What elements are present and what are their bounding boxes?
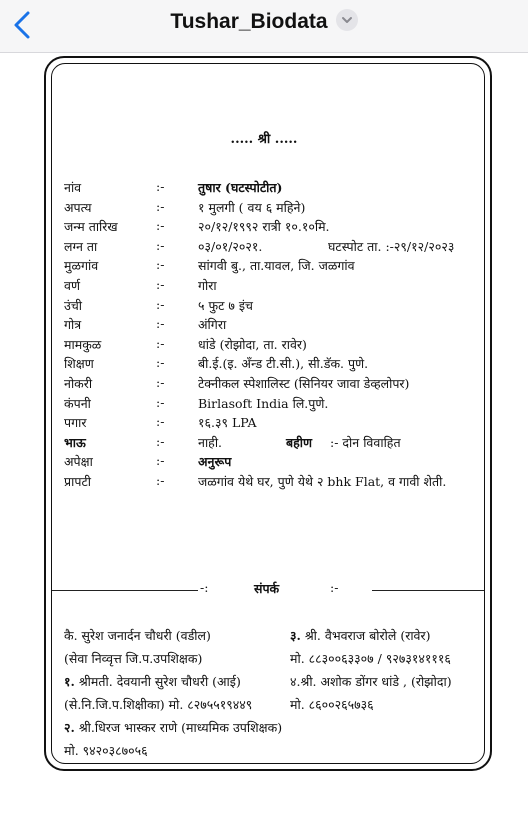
detail-label: नोकरी — [64, 376, 93, 391]
detail-separator: :- — [156, 296, 165, 312]
detail-separator: :- — [156, 433, 165, 449]
detail-label: वर्ण — [64, 278, 80, 293]
chevron-down-icon[interactable] — [336, 9, 358, 31]
detail-value-secondary: घटस्पोट ता. :-२९/१२/२०२३ — [328, 238, 455, 254]
detail-value: १६.३९ LPA — [198, 415, 257, 431]
detail-separator: :- — [156, 473, 165, 488]
detail-value: गोरा — [198, 278, 217, 293]
detail-label: जन्म तारिख — [64, 219, 118, 235]
detail-separator: :- — [156, 179, 165, 194]
contact-line — [64, 627, 211, 644]
detail-value: नाही. — [198, 434, 223, 450]
contact-line — [290, 650, 451, 667]
contact-line — [64, 719, 282, 736]
detail-value: ०३/०१/२०२१. — [198, 238, 263, 254]
detail-label: प्रापटी — [64, 474, 91, 489]
detail-label: मामकुळ — [64, 336, 102, 352]
contact-number: १. — [64, 674, 75, 689]
contact-text: कै. सुरेश जनार्दन चौधरी (वडील) — [64, 628, 211, 643]
contact-text: ४.श्री. अशोक डोंगर धांडे , (रोझोदा) — [290, 674, 452, 689]
contact-line — [290, 627, 431, 644]
detail-separator: :- — [156, 375, 165, 390]
detail-label: अपत्य — [64, 199, 92, 215]
detail-label: नांव — [64, 180, 82, 195]
document-title-menu[interactable] — [0, 10, 528, 34]
detail-extra-value: :- दोन विवाहित — [330, 434, 401, 450]
document-title: Tushar_Biodata — [170, 10, 328, 33]
detail-separator: :- — [156, 198, 165, 214]
detail-value: अंगिरा — [198, 317, 227, 333]
contact-line — [64, 696, 252, 713]
detail-value: सांगवी बु., ता.यावल, जि. जळगांव — [198, 258, 355, 274]
contact-line — [64, 650, 202, 667]
contact-line — [64, 742, 148, 759]
detail-separator: :- — [156, 335, 165, 351]
detail-value: ५ फुट ७ इंच — [198, 297, 253, 313]
contact-text: (सेवा निव्वृत्त जि.प.उपशिक्षक) — [64, 651, 203, 666]
detail-label: भाऊ — [64, 434, 86, 450]
contact-line — [64, 673, 241, 690]
detail-separator: :- — [156, 237, 165, 253]
detail-separator: :- — [156, 257, 165, 273]
detail-separator: :- — [156, 218, 165, 234]
detail-separator: :- — [156, 355, 165, 371]
detail-label: पगार — [64, 415, 87, 431]
detail-value: धांडे (रोझोदा, ता. रावेर) — [198, 336, 307, 352]
navigation-bar — [0, 0, 528, 53]
doc-heading: ..... श्री ..... — [230, 132, 298, 147]
detail-value: Birlasoft India लि.पुणे. — [198, 395, 329, 411]
contact-text: श्रीमती. देवयानी सुरेश चौधरी (आई) — [74, 674, 241, 689]
detail-extra-label: बहीण — [286, 434, 313, 450]
detail-label: उंची — [64, 297, 83, 313]
contact-number: ३. — [290, 628, 301, 643]
detail-separator: :- — [156, 453, 165, 469]
detail-value: टेक्नीकल स्पेशालिस्ट (सिनियर जावा डेव्हलोपर) — [198, 376, 410, 391]
detail-separator: :- — [156, 316, 165, 332]
detail-value: बी.ई.(इ. अँन्ड टी.सी.), सी.डॅक. पुणे. — [198, 356, 369, 372]
detail-value: तुषार (घटस्पोटीत) — [198, 180, 283, 195]
detail-value: १ मुलगी ( वय ६ महिने) — [198, 199, 306, 215]
detail-label: कंपनी — [64, 395, 91, 411]
contact-text: श्री.धिरज भास्कर राणे (माध्यमिक उपशिक्षक) — [74, 720, 283, 735]
contact-right-mark: :- — [330, 580, 339, 595]
detail-value: जळगांव येथे घर, पुणे येथे २ bhk Flat, व गावी शेती. — [198, 474, 447, 489]
contact-title: संपर्क — [254, 581, 280, 596]
contact-text: (से.नि.जि.प.शिक्षीका) मो. ८२७५५१९४४९ — [64, 697, 253, 712]
contact-line — [290, 673, 452, 690]
detail-separator: :- — [156, 394, 165, 410]
detail-label: अपेक्षा — [64, 454, 93, 470]
contact-text: मो. ८६००२६५७३६ — [290, 697, 374, 712]
contact-text: मो. ८८३००६३३०७ / ९२७३१४१११६ — [290, 651, 451, 666]
detail-value: २०/१२/१९९२ रात्री १०.१०मि. — [198, 219, 330, 235]
detail-separator: :- — [156, 277, 165, 292]
contact-number: २. — [64, 720, 75, 735]
contact-line — [290, 696, 374, 713]
detail-separator: :- — [156, 414, 165, 430]
divider-left — [52, 590, 198, 591]
contact-text: मो. ९४२०३८७०५६ — [64, 743, 148, 758]
contact-text: श्री. वैभवराज बोरोले (रावेर) — [300, 628, 431, 643]
detail-label: शिक्षण — [64, 356, 94, 372]
detail-label: मुळगांव — [64, 258, 99, 274]
divider-right — [372, 590, 484, 591]
contact-left-mark: -: — [200, 580, 209, 595]
detail-label: लग्न ता — [64, 238, 98, 254]
detail-label: गोत्र — [64, 317, 82, 333]
detail-value: अनुरूप — [198, 454, 232, 470]
